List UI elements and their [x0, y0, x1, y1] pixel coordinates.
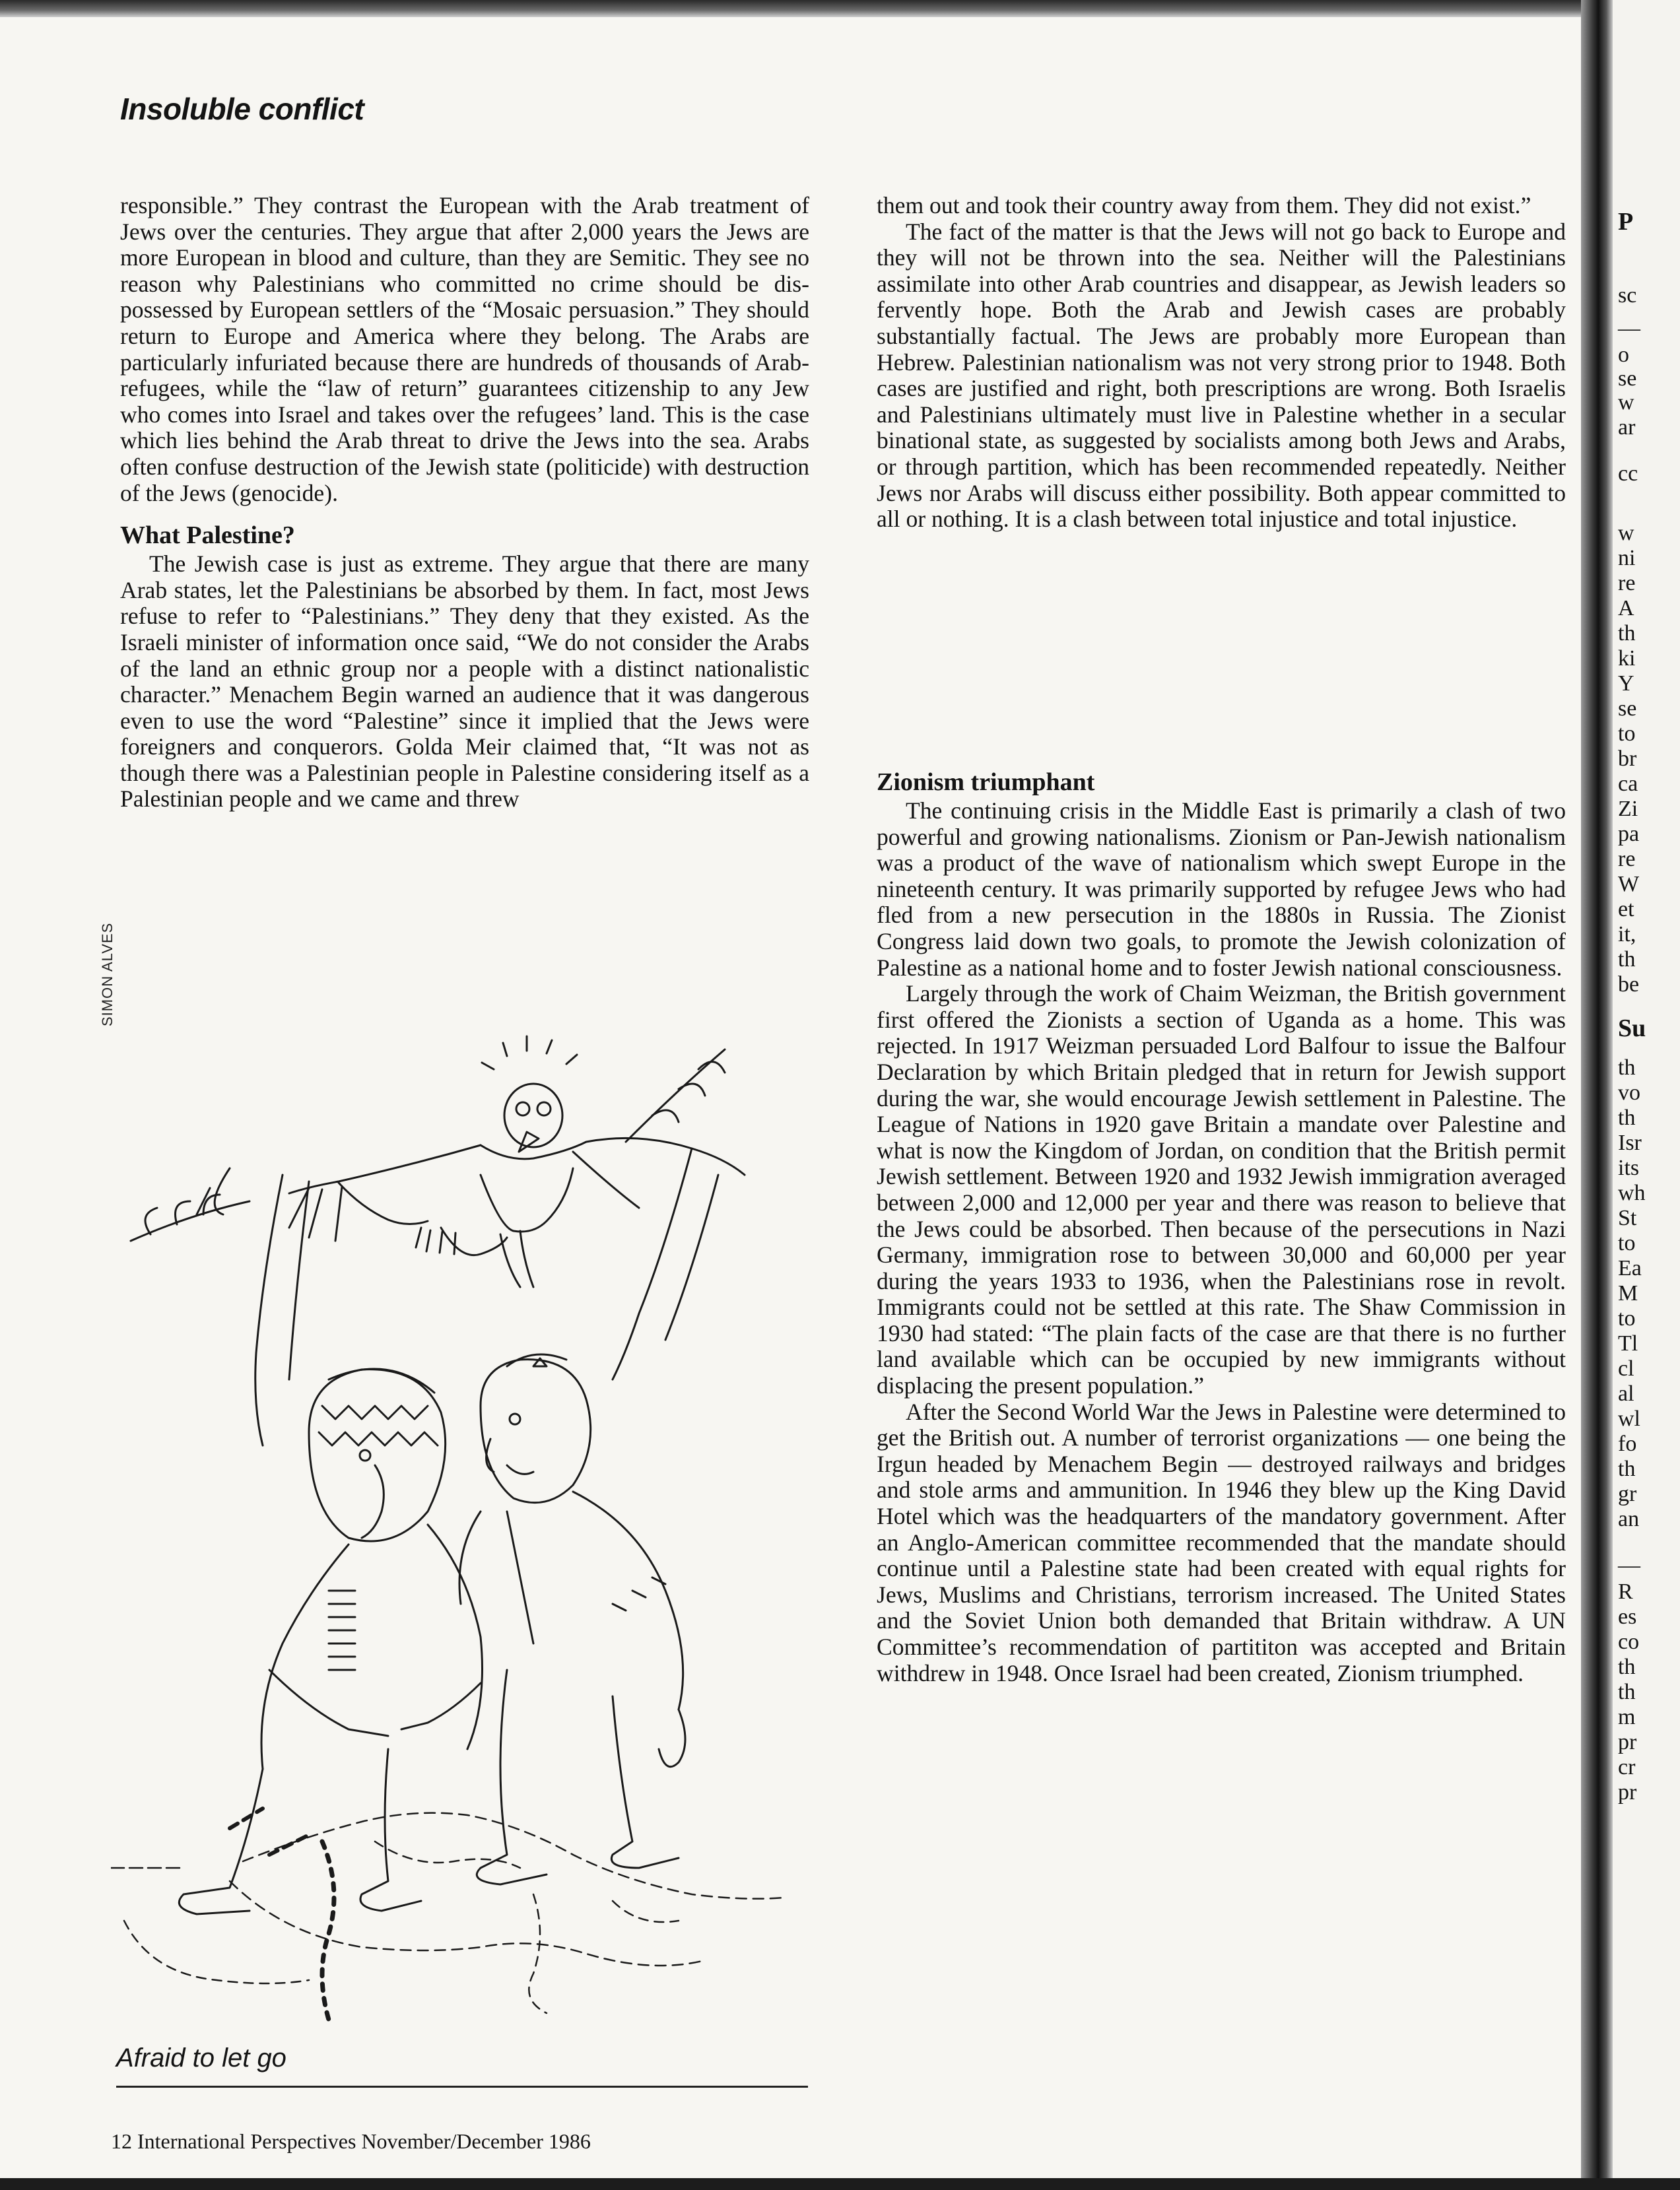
- section-heading-zionism-triumphant: Zionism triumphant: [877, 768, 1095, 796]
- facing-page-fragment: gr: [1618, 1482, 1637, 1506]
- facing-page-fragment: m: [1618, 1705, 1636, 1729]
- book-gutter: [1581, 0, 1613, 2190]
- facing-page-fragment: to: [1618, 1231, 1636, 1255]
- illustration-credit: SIMON ALVES: [99, 922, 116, 1026]
- paragraph: The continuing crisis in the Middle East is primarily a clash of two powerful and growing nationalisms. Zionism or Pan-Jewish nationalism was a product of the wave of nationalism which swept Europe in the nineteenth century. It was primarily supported by refugee Jews who had fled from a new persecution in the 1880s in Russia. The Zionist Congress laid down two goals, to promote the Jewish colonization of Palestine as a national home and to foster Jewish national consciousness.: [877, 797, 1566, 981]
- facing-page-fragment: Y: [1618, 671, 1634, 696]
- facing-page-fragment: th: [1618, 621, 1636, 646]
- facing-page-fragment: ar: [1618, 415, 1636, 440]
- facing-page-fragment: fo: [1618, 1432, 1637, 1456]
- facing-page-fragment: St: [1618, 1206, 1637, 1230]
- illustration-caption: Afraid to let go: [116, 2043, 286, 2073]
- paragraph: The Jewish case is just as extreme. They argue that there are many Arab states, let the Palestinians be absorbed by them. In fact, most Jews refuse to refer to “Palestinians.” They deny that they existed. As the Israeli minister of information once said, “We do not consider the Arabs of the land an ethnic group nor a people with a distinct nationalistic character.” Menachem Begin warned an audience that it was dangerous even to use the word “Palestine” since it implied that the Jews were foreigners and conquerors. Golda Meir claimed that, “It was not as though there was a Palestinian people in Palestine considering itself as a Palestinian people and we came and threw: [120, 550, 809, 813]
- facing-page-fragment: pr: [1618, 1730, 1637, 1754]
- scan-edge-bottom: [0, 2178, 1680, 2190]
- facing-page-fragment: Tl: [1618, 1331, 1638, 1356]
- facing-page-fragment: es: [1618, 1605, 1637, 1629]
- map-chains: [111, 1813, 784, 2020]
- facing-page-fragment: its: [1618, 1156, 1640, 1180]
- facing-page-fragment: br: [1618, 747, 1637, 771]
- facing-page-fragment: an: [1618, 1507, 1640, 1531]
- facing-page-fragment: co: [1618, 1630, 1640, 1654]
- facing-page-fragment: al: [1618, 1381, 1634, 1406]
- facing-page-fragment: P: [1618, 208, 1634, 236]
- facing-page-fragment: th: [1618, 947, 1636, 972]
- page-footer: 12 International Perspectives November/December 1986: [111, 2129, 591, 2153]
- facing-page-fragment: re: [1618, 847, 1636, 871]
- facing-page-fragment: vo: [1618, 1080, 1640, 1105]
- facing-page-fragment: R: [1618, 1579, 1633, 1604]
- facing-page-fragment: Isr: [1618, 1131, 1642, 1155]
- facing-page-fragment: w: [1618, 521, 1634, 545]
- facing-page-fragment: re: [1618, 571, 1636, 595]
- facing-page-fragment: th: [1618, 1106, 1636, 1130]
- facing-page-fragment: sc: [1618, 283, 1637, 308]
- paragraph: Largely through the work of Chaim Weizman, the British government first offered the Zionists a section of Uganda as a home. This was rejected. In 1917 Weizman persuaded Lord Balfour to issue the Balfour Declaration by which Britain pledged that in return for Jewish support during the war, she would encourage Jewish settlement in Palestine. The League of Nations in 1920 gave Britain a mandate over Palestine and what is now the Kingdom of Jordan, on condition that the British permit Jewish settlement. Between 1920 and 1932 Jewish immigration averaged between 2,000 and 12,000 per year and there was reason to believe that the Jews could be absorbed. Then because of the persecutions in Nazi Germany, immigration rose to between 30,000 and 60,000 per year during the years 1933 to 1936, when the Palestinians rose in revolt. Immigrants could not be settled at this rate. The Shaw Commission in 1930 had stated: “The plain facts of the case are that there is no further land available which can be occupied by new immigrants without displacing the present population.”: [877, 980, 1566, 1399]
- facing-page-fragment: wl: [1618, 1407, 1640, 1431]
- figure-left: [179, 1369, 482, 1914]
- facing-page-fragment: cr: [1618, 1755, 1636, 1779]
- facing-page-fragment: cc: [1618, 461, 1638, 486]
- paragraph: them out and took their country away from them. They did not exist.”: [877, 192, 1531, 218]
- facing-page-fragment: th: [1618, 1655, 1636, 1679]
- paragraph: responsible.” They contrast the European with the Arab treatment of Jews over the centuries. They argue that after 2,000 years the Jews are more European in blood and culture, than they are Semitic. They see no reason why Palestinians who committed no crime should be dispossessed by European settlers of the “Mosaic persuasion.” They should return to Europe and America where they belong. The Arabs are particularly infuriated because there are hundreds of thousands of Arab-refugees, while the “law of return” guarantees citizenship to any Jew who comes into Israel and takes over the refugees’ land. This is the case which lies behind the Arab threat to drive the Jews into the sea. Arabs often confuse destruction of the Jewish state (politicide) with destruction of the Jews (genocide).: [120, 192, 809, 506]
- facing-page-fragment: w: [1618, 390, 1634, 415]
- facing-page-fragment: ca: [1618, 772, 1638, 796]
- facing-page-fragment: et: [1618, 897, 1634, 921]
- facing-page-fragment: Zi: [1618, 797, 1638, 821]
- facing-page-fragment: th: [1618, 1055, 1636, 1080]
- facing-page-fragment: Su: [1618, 1014, 1646, 1042]
- facing-page-fragment: th: [1618, 1680, 1636, 1704]
- facing-page-edge: [1613, 0, 1680, 2190]
- paragraph: The fact of the matter is that the Jews will not go back to Europe and they will not be thrown into the sea. Neither will the Palestinians assimilate into other Arab countries and disappear, as Jewish leaders so fervently hope. Both the Arab and Jewish cases are probably substantially factual. The Jews are probably more European than Hebrew. Palestinian nationalism was not very strong prior to 1948. Both cases are justified and right, both prescriptions are wrong. Both Israelis and Palestinians ultimately must live in Palestine whether in a secular binational state, as suggested by socialists among both Jews and Arabs, or through partition, which has been recommended repeatedly. Neither Jews nor Arabs will discuss either possibility. Both appear committed to all or nothing. It is a clash between total injustice and total injustice.: [877, 218, 1566, 533]
- facing-page-fragment: —: [1618, 316, 1640, 341]
- facing-page-fragment: ki: [1618, 646, 1636, 671]
- facing-page-fragment: pr: [1618, 1780, 1637, 1805]
- facing-page-fragment: se: [1618, 366, 1637, 391]
- facing-page-fragment: wh: [1618, 1181, 1646, 1205]
- facing-page-fragment: cl: [1618, 1356, 1634, 1381]
- facing-page-fragment: to: [1618, 721, 1636, 746]
- running-head: Insoluble conflict: [120, 92, 364, 126]
- right-column-top: [877, 193, 1566, 533]
- facing-page-fragment: pa: [1618, 822, 1640, 846]
- facing-page-fragment: it,: [1618, 922, 1636, 946]
- facing-page-fragment: to: [1618, 1306, 1636, 1331]
- dove-figure: [289, 1036, 745, 1287]
- facing-page-fragment: ni: [1618, 546, 1636, 570]
- facing-page-fragment: th: [1618, 1457, 1636, 1481]
- facing-page-fragment: Ea: [1618, 1256, 1642, 1280]
- scan-edge-top: [0, 0, 1680, 17]
- left-column: [120, 193, 809, 813]
- facing-page-fragment: be: [1618, 972, 1640, 997]
- right-column-main: [877, 768, 1566, 1686]
- facing-page-fragment: —: [1618, 1553, 1640, 1577]
- cartoon-illustration: [111, 1010, 811, 2040]
- section-heading-what-palestine: What Palestine?: [120, 521, 295, 550]
- caption-rule: [116, 2086, 808, 2088]
- facing-page-fragment: se: [1618, 696, 1637, 721]
- facing-page-fragment: M: [1618, 1281, 1638, 1306]
- paragraph: After the Second World War the Jews in Palestine were determined to get the British out. A number of terrorist organizations — one being the Irgun headed by Menachem Begin — destroyed railways and bridges and stole arms and ammunition. In 1946 they blew up the King David Hotel which was the headquarters of the mandatory government. After an Anglo-American committee recommended that the mandate should continue until a Palestine state had been created with equal rights for Jews, Muslims and Christians, terrorism increased. The United States and the Soviet Union both demanded that Britain withdraw. A UN Committee’s recommendation of partititon was accepted and Britain withdrew in 1948. Once Israel had been created, Zionism triumphed.: [877, 1398, 1566, 1686]
- facing-page-fragment: W: [1618, 872, 1640, 896]
- facing-page-fragment: A: [1618, 596, 1634, 620]
- facing-page-fragment: o: [1618, 343, 1629, 367]
